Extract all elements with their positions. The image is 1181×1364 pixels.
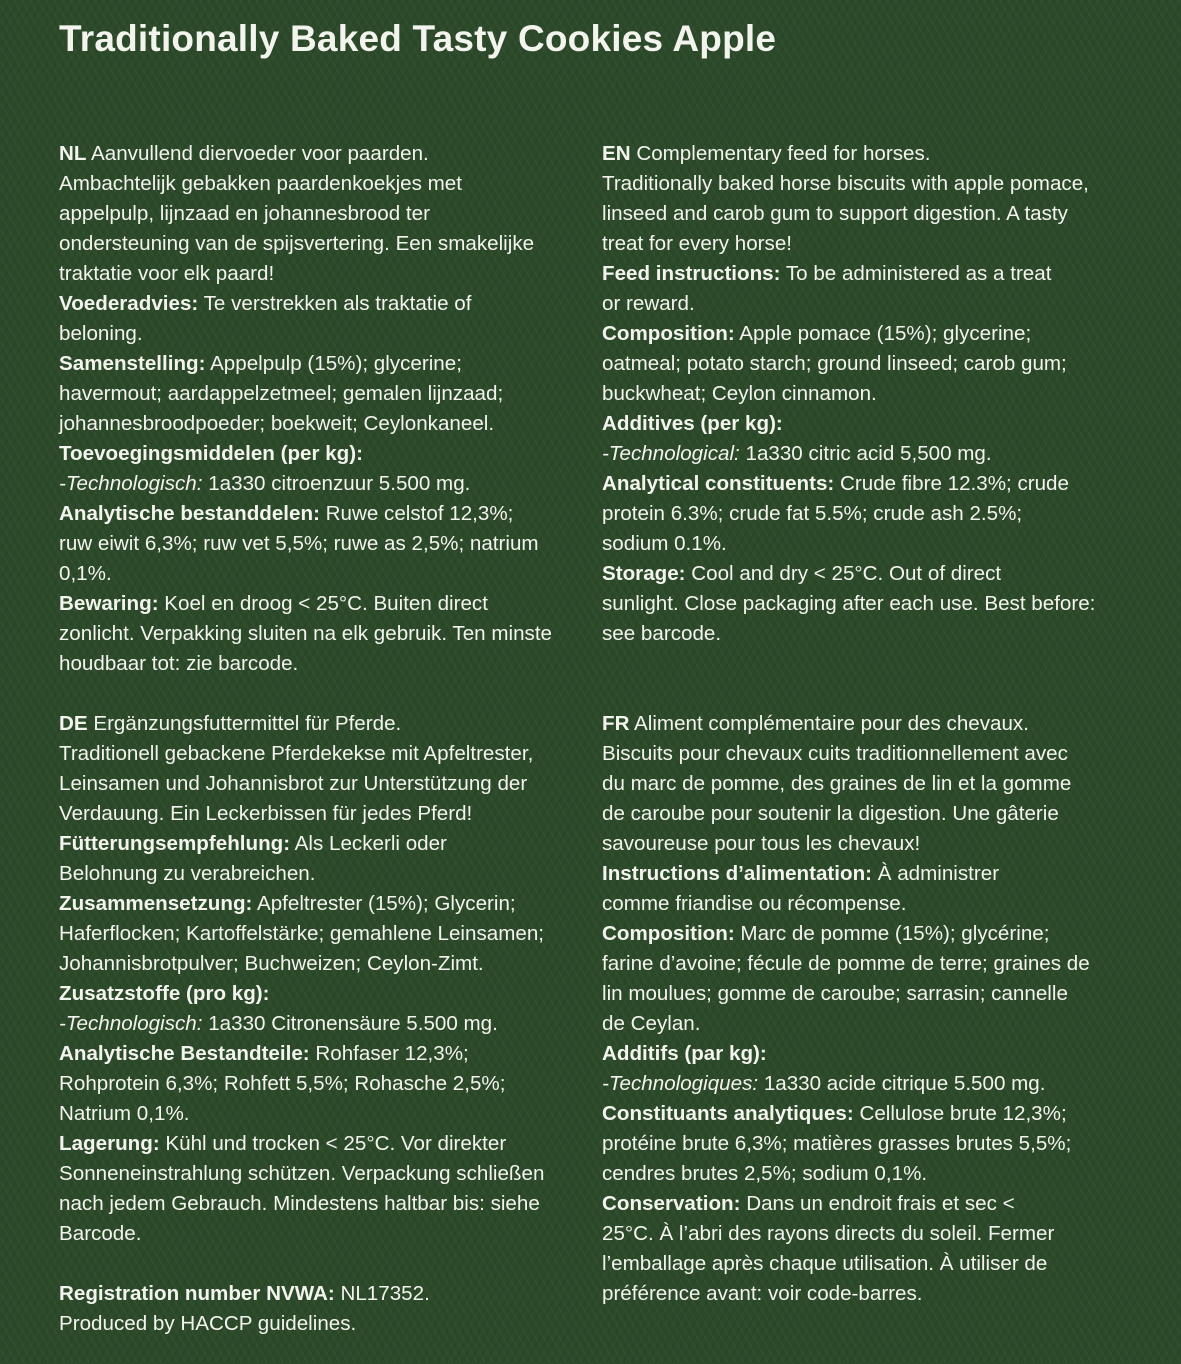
de-analytical: Analytische Bestandteile: Rohfaser 12,3%; Rohprotein 6,3%; Rohfett 5,5%; Rohasche 2,5%; Natrium 0,1%. [59,1042,506,1125]
registration-number: Registration number NVWA: NL17352. Produced by HACCP guidelines. [59,1282,430,1335]
fr-composition: Composition: Marc de pomme (15%); glycérine; farine d’avoine; fécule de pomme de terre; graines de lin moulues; gomme de caroube; sarrasin; cannelle de Ceylan. [602,922,1090,1035]
en-intro: EN Complementary feed for horses. Traditionally baked horse biscuits with apple pomace, linseed and carob gum to support digestion. A tasty treat for every horse! [602,142,1089,255]
de-additives: -Technologisch: 1a330 Citronensäure 5.500 mg. [59,1012,498,1035]
section-fr [602,709,1127,1309]
de-intro: DE Ergänzungsfuttermittel für Pferde. Traditionell gebackene Pferdekekse mit Apfeltrester, Leinsamen und Johannisbrot zur Unterstützung der Verdauung. Ein Leckerbissen für jedes Pferd! [59,712,534,825]
fr-lang-code: FR [602,712,630,735]
fr-additives-heading: Additifs (par kg): [602,1042,767,1065]
de-storage: Lagerung: Kühl und trocken < 25°C. Vor direkter Sonneneinstrahlung schützen. Verpackung schließen nach jedem Gebrauch. Mindestens haltbar bis: siehe Barcode. [59,1132,545,1245]
nl-additives-heading: Toevoegingsmiddelen (per kg): [59,442,363,465]
en-additives-heading: Additives (per kg): [602,412,783,435]
section-de [59,709,584,1339]
nl-additives: -Technologisch: 1a330 citroenzuur 5.500 mg. [59,472,471,495]
en-composition: Composition: Apple pomace (15%); glycerine; oatmeal; potato starch; ground linseed; carob gum; buckwheat; Ceylon cinnamon. [602,322,1067,405]
section-en [602,139,1127,649]
page-title: Traditionally Baked Tasty Cookies Apple [59,18,777,59]
en-feed-instructions: Feed instructions: To be administered as a treat or reward. [602,262,1052,315]
en-analytical: Analytical constituents: Crude fibre 12.3%; crude protein 6.3%; crude fat 5.5%; crude ash 2.5%; sodium 0.1%. [602,472,1069,555]
haccp-note: Produced by HACCP guidelines. [59,1312,357,1335]
fr-additives: -Technologiques: 1a330 acide citrique 5.500 mg. [602,1072,1046,1095]
en-lang-code: EN [602,142,631,165]
en-storage: Storage: Cool and dry < 25°C. Out of direct sunlight. Close packaging after each use. Best before: see barcode. [602,562,1096,645]
de-lang-code: DE [59,712,88,735]
fr-analytical: Constituants analytiques: Cellulose brute 12,3%; protéine brute 6,3%; matières grasses brutes 5,5%; cendres brutes 2,5%; sodium 0,1%. [602,1102,1072,1185]
fr-storage: Conservation: Dans un endroit frais et sec < 25°C. À l’abri des rayons directs du soleil. Fermer l’emballage après chaque utilisation. À utiliser de préférence avant: voir code-barres. [602,1192,1055,1305]
de-additives-heading: Zusatzstoffe (pro kg): [59,982,270,1005]
nl-composition: Samenstelling: Appelpulp (15%); glycerine; havermout; aardappelzetmeel; gemalen lijnzaad; johannesbroodpoeder; boekweit; Ceylonkaneel. [59,352,504,435]
nl-lang-code: NL [59,142,87,165]
nl-intro: NL Aanvullend diervoeder voor paarden. Ambachtelijk gebakken paardenkoekjes met appelpulp, lijnzaad en johannesbrood ter ondersteuning van de spijsvertering. Een smakelijke traktatie voor elk paard! [59,142,535,285]
en-additives: -Technological: 1a330 citric acid 5,500 mg. [602,442,992,465]
fr-feed-instructions: Instructions d’alimentation: À administrer comme friandise ou récompense. [602,862,1000,915]
section-nl [59,139,584,679]
fr-intro: FR Aliment complémentaire pour des chevaux. Biscuits pour chevaux cuits traditionnellement avec du marc de pomme, des graines de lin et la gomme de caroube pour soutenir la digestion. Une gâterie savoureuse pour tous les chevaux! [602,712,1072,855]
de-feed-instructions: Fütterungsempfehlung: Als Leckerli oder Belohnung zu verabreichen. [59,832,447,885]
nl-feed-instructions: Voederadvies: Te verstrekken als traktatie of beloning. [59,292,472,345]
nl-analytical: Analytische bestanddelen: Ruwe celstof 12,3%; ruw eiwit 6,3%; ruw vet 5,5%; ruwe as 2,5%; natrium 0,1%. [59,502,539,585]
de-composition: Zusammensetzung: Apfeltrester (15%); Glycerin; Haferflocken; Kartoffelstärke; gemahlene Leinsamen; Johannisbrotpulver; Buchweizen; Ceylon-Zimt. [59,892,544,975]
nl-storage: Bewaring: Koel en droog < 25°C. Buiten direct zonlicht. Verpakking sluiten na elk gebruik. Ten minste houdbaar tot: zie barcode. [59,592,553,675]
